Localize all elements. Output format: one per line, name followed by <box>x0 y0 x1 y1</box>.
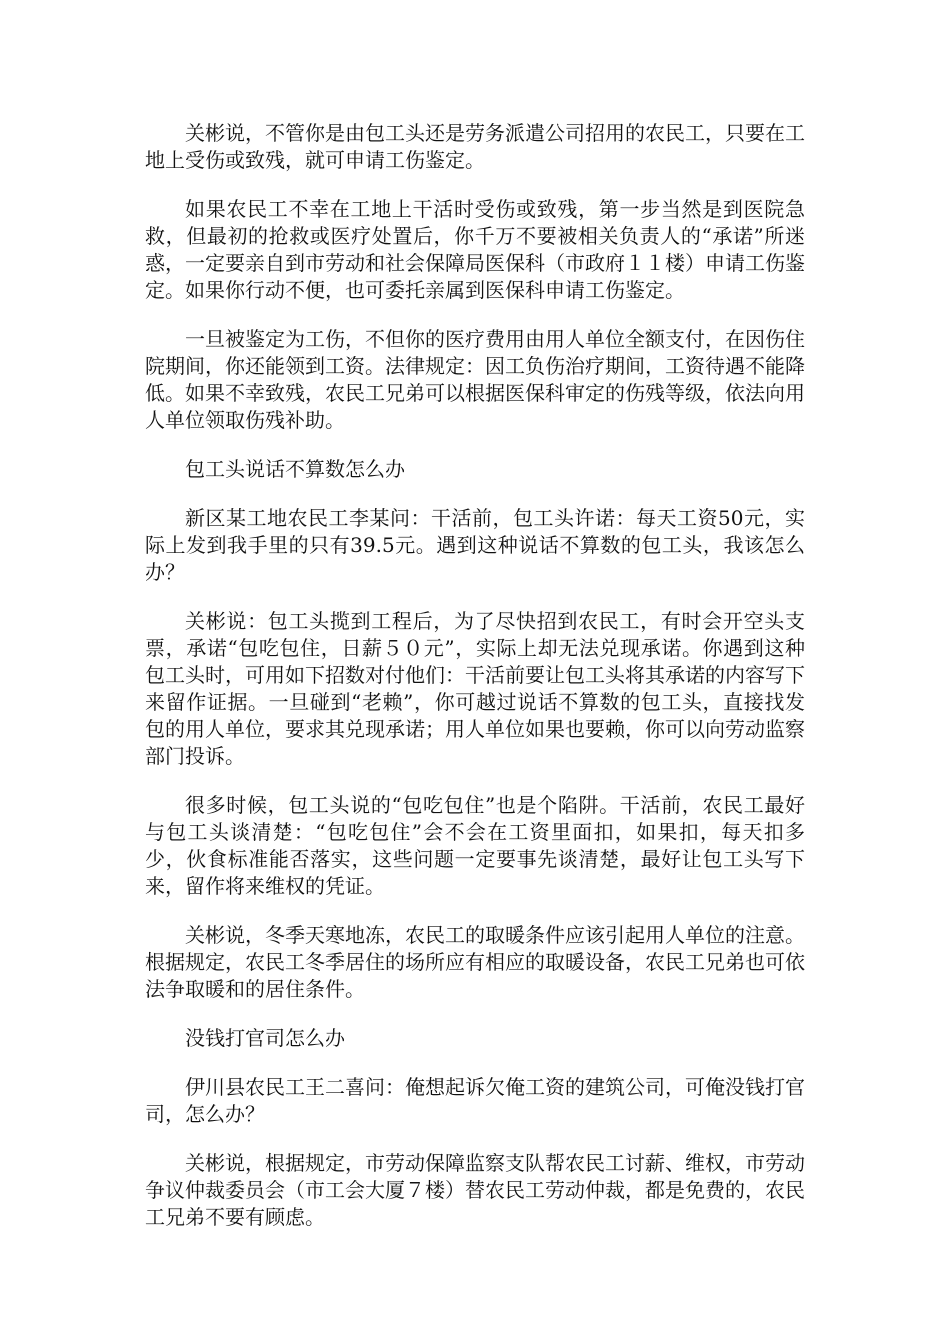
paragraph-heating: 关彬说，冬季天寒地冻，农民工的取暖条件应该引起用人单位的注意。根据规定，农民工冬季居住的场所应有相应的取暖设备，农民工兄弟也可依法争取暖和的居住条件。 <box>145 923 805 1001</box>
paragraph-food-housing: 很多时候，包工头说的“包吃包住”也是个陷阱。干活前，农民工最好与包工头谈清楚：“包吃包住”会不会在工资里面扣，如果扣，每天扣多少，伙食标准能否落实，这些问题一定要事先谈清楚，最好让包工头写下来，留作将来维权的凭证。 <box>145 793 805 898</box>
paragraph-2: 如果农民工不幸在工地上干活时受伤或致残，第一步当然是到医院急救，但最初的抢救或医疗处置后，你千万不要被相关负责人的“承诺”所迷惑，一定要亲自到市劳动和社会保障局医保科（市政府１１楼）申请工伤鉴定。如果你行动不便，也可委托亲属到医保科申请工伤鉴定。 <box>145 197 805 302</box>
paragraph-answer-free: 关彬说，根据规定，市劳动保障监察支队帮农民工讨薪、维权，市劳动争议仲裁委员会（市工会大厦７楼）替农民工劳动仲裁，都是免费的，农民工兄弟不要有顾虑。 <box>145 1151 805 1229</box>
paragraph-answer-contractor: 关彬说：包工头揽到工程后，为了尽快招到农民工，有时会开空头支票，承诺“包吃包住，日薪５０元”，实际上却无法兑现承诺。你遇到这种包工头时，可用如下招数对付他们：干活前要让包工头将其承诺的内容写下来留作证据。一旦碰到“老赖”，你可越过说话不算数的包工头，直接找发包的用人单位，要求其兑现承诺；用人单位如果也要赖，你可以向劳动监察部门投诉。 <box>145 609 805 768</box>
paragraph-question-wang: 伊川县农民工王二喜问：俺想起诉欠俺工资的建筑公司，可俺没钱打官司，怎么办？ <box>145 1075 805 1126</box>
section-heading-lawsuit: 没钱打官司怎么办 <box>185 1026 345 1050</box>
paragraph-question-li: 新区某工地农民工李某问：干活前，包工头许诺：每天工资50元，实际上发到我手里的只有39.5元。遇到这种说话不算数的包工头，我该怎么办？ <box>145 506 805 584</box>
paragraph-1: 关彬说，不管你是由包工头还是劳务派遣公司招用的农民工，只要在工地上受伤或致残，就可申请工伤鉴定。 <box>145 121 805 172</box>
document-body <box>145 120 805 1253</box>
section-heading-contractor: 包工头说话不算数怎么办 <box>185 457 405 481</box>
paragraph-3: 一旦被鉴定为工伤，不但你的医疗费用由用人单位全额支付，在因伤住院期间，你还能领到工资。法律规定：因工负伤治疗期间，工资待遇不能降低。如果不幸致残，农民工兄弟可以根据医保科审定的伤残等级，依法向用人单位领取伤残补助。 <box>145 327 805 432</box>
